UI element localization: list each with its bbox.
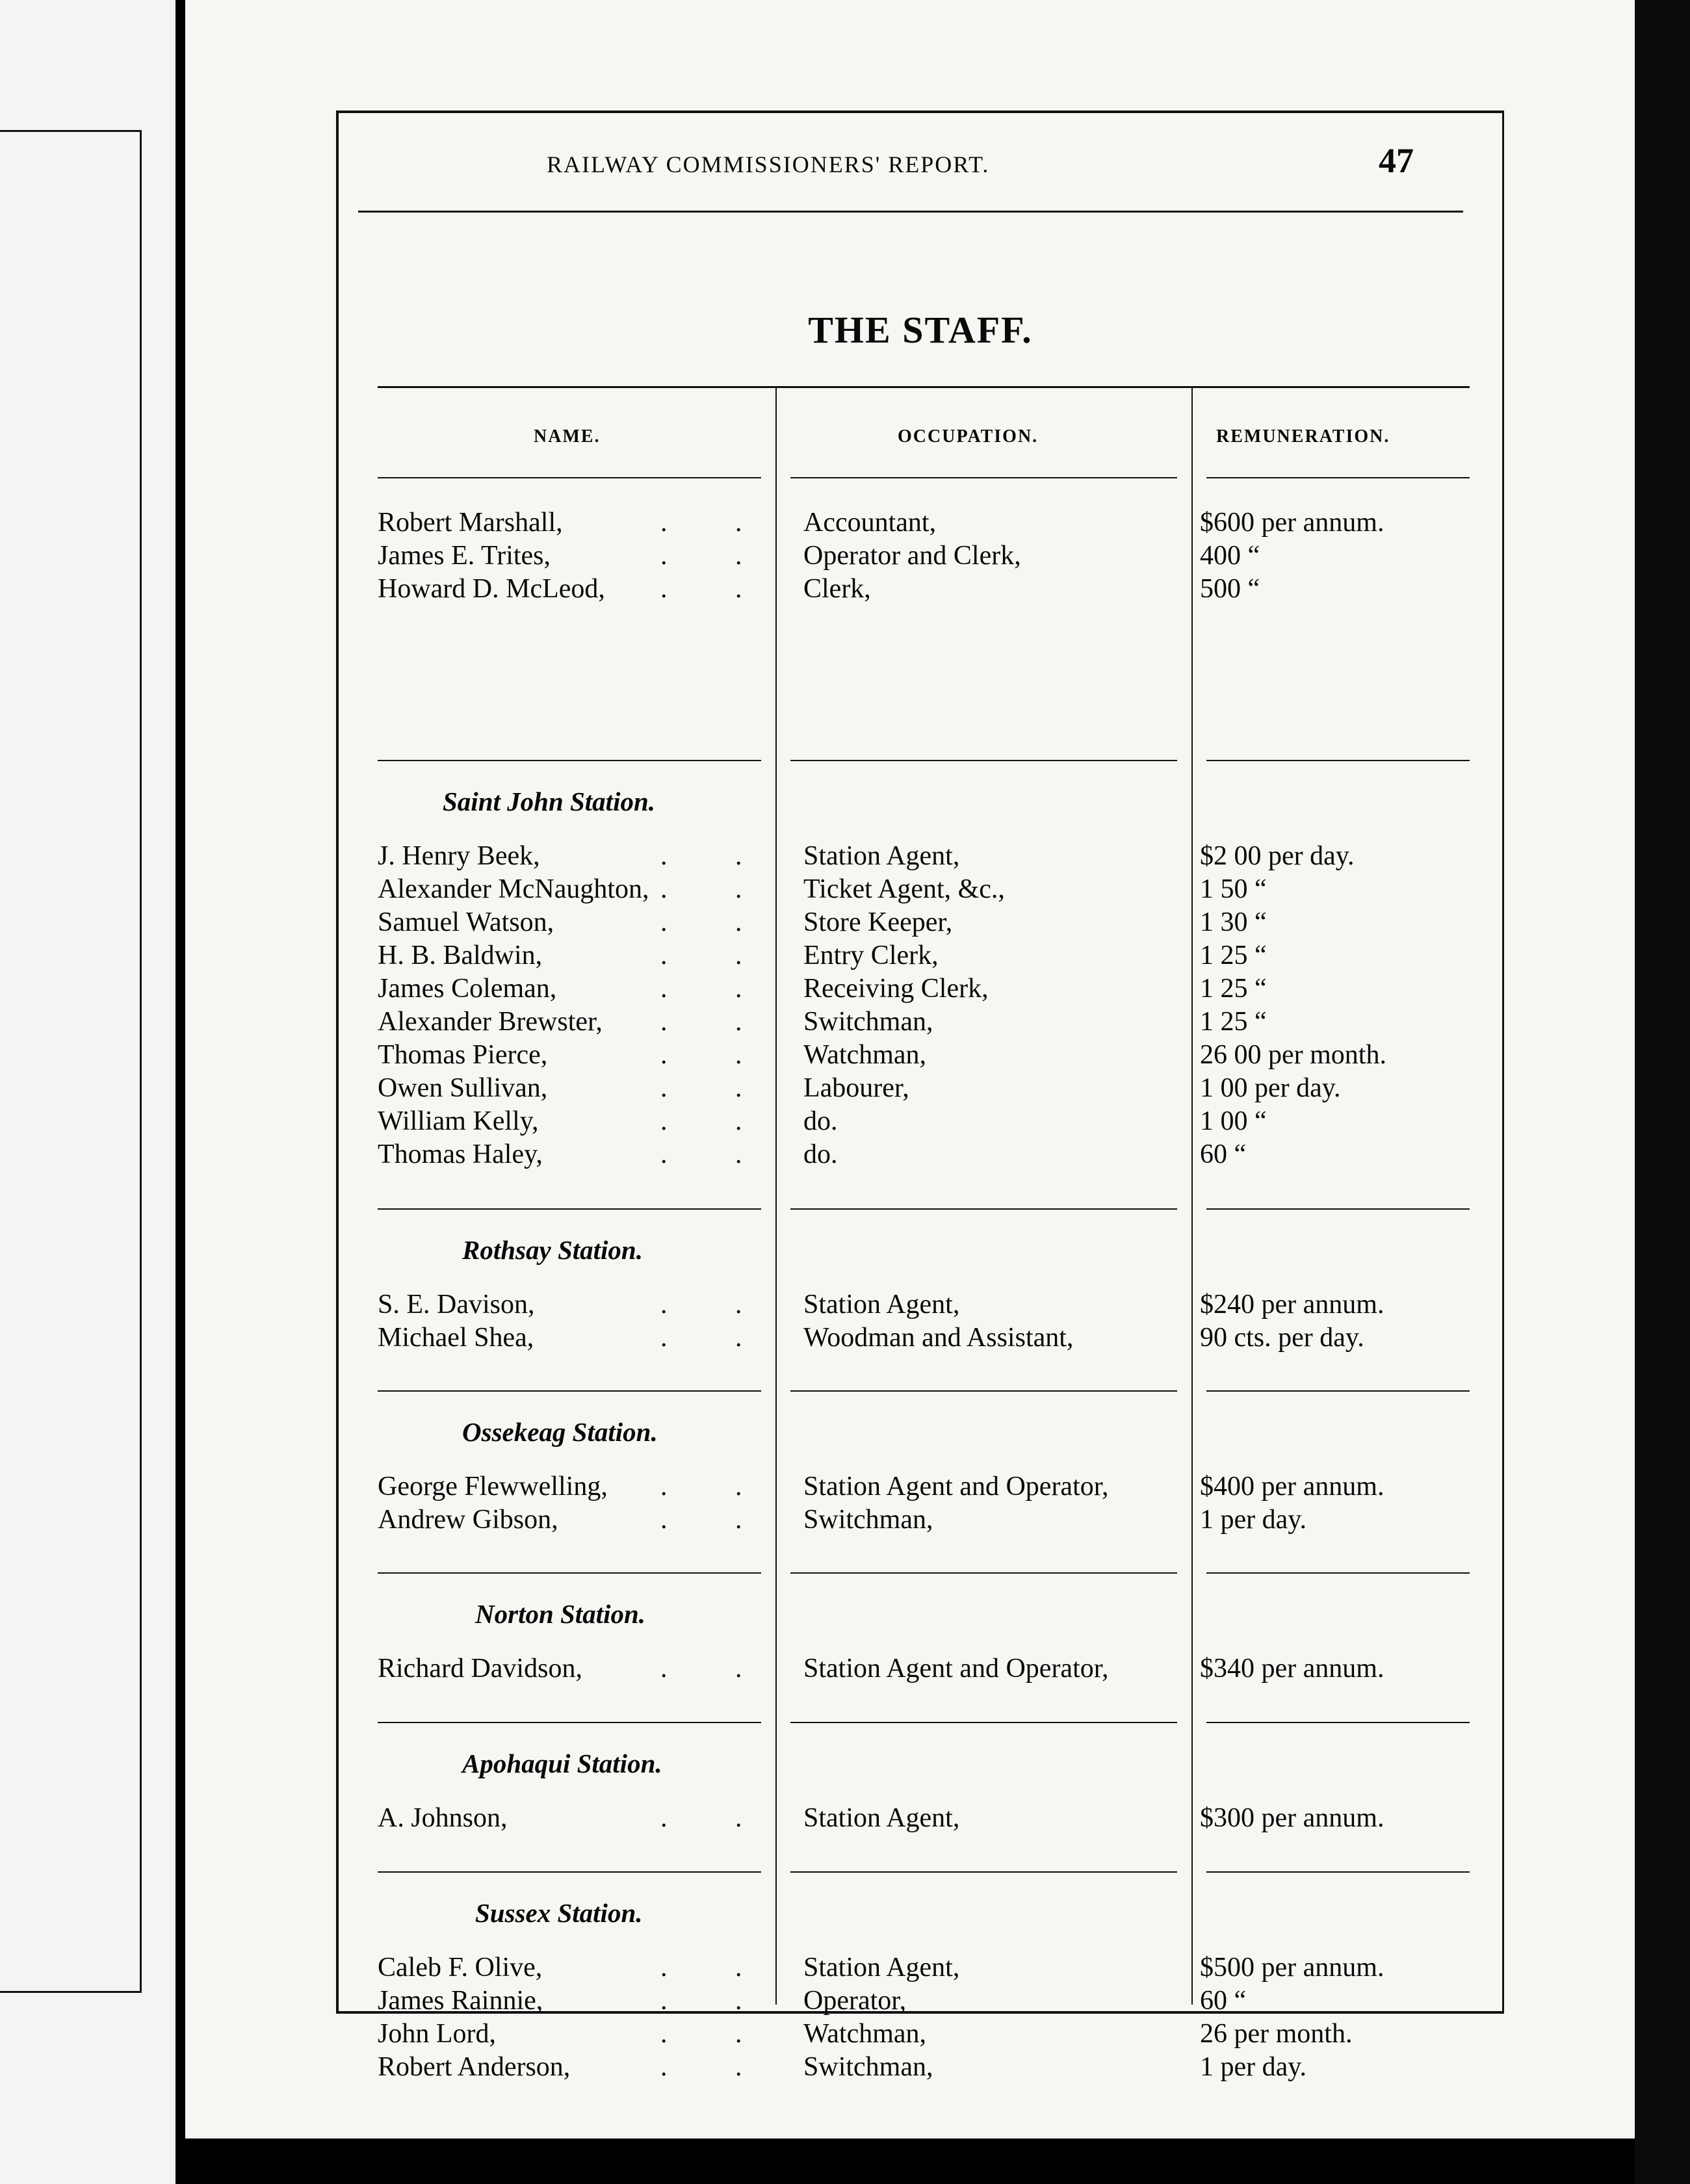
page-gutter-shadow [1635, 0, 1690, 2184]
table-row [378, 1288, 1483, 1321]
leader-dot: . [660, 541, 668, 571]
leader-dot: . [735, 1106, 742, 1136]
leader-dot: . [735, 2019, 742, 2049]
staff-occupation: Labourer, [803, 1073, 909, 1103]
header-rule [358, 211, 1463, 213]
staff-name: Owen Sullivan, [378, 1073, 548, 1103]
report-title: RAILWAY COMMISSIONERS' REPORT. [547, 151, 990, 177]
leader-dot: . [660, 1139, 668, 1169]
group-separator-rule [1206, 760, 1470, 761]
leader-dot: . [735, 974, 742, 1004]
staff-name: James E. Trites, [378, 541, 551, 571]
station-heading: Apohaqui Station. [462, 1748, 662, 1778]
table-row [378, 1652, 1483, 1685]
leader-dot: . [660, 1007, 668, 1037]
leader-dot: . [660, 1654, 668, 1684]
table-row [378, 573, 1483, 605]
column-header-occupation: OCCUPATION. [898, 426, 1039, 447]
staff-name: Robert Anderson, [378, 2052, 571, 2082]
staff-remuneration: $600 per annum. [1200, 508, 1384, 538]
group-separator-rule [1206, 1208, 1470, 1210]
leader-dot: . [735, 1040, 742, 1070]
leader-dot: . [735, 1803, 742, 1833]
table-row [378, 939, 1483, 972]
staff-occupation: Store Keeper, [803, 907, 953, 937]
group-separator-rule [378, 1722, 761, 1723]
staff-name: George Flewwelling, [378, 1472, 608, 1502]
leader-dot: . [735, 574, 742, 604]
table-row [378, 1984, 1483, 2017]
leader-dot: . [735, 1505, 742, 1535]
staff-remuneration: 1 00 “ [1200, 1106, 1267, 1136]
staff-occupation: Switchman, [803, 1007, 933, 1037]
leader-dot: . [660, 1953, 668, 1982]
station-heading: Ossekeag Station. [462, 1417, 658, 1447]
staff-remuneration: 90 cts. per day. [1200, 1323, 1364, 1353]
facing-page-border [0, 130, 142, 1993]
leader-dot: . [735, 1139, 742, 1169]
leader-dot: . [735, 1953, 742, 1982]
table-row [378, 1951, 1483, 1984]
table-row [378, 1802, 1483, 1834]
staff-remuneration: $240 per annum. [1200, 1290, 1384, 1320]
staff-name: Caleb F. Olive, [378, 1953, 543, 1982]
station-heading: Rothsay Station. [462, 1235, 643, 1265]
table-row [378, 1470, 1483, 1503]
staff-occupation: Operator and Clerk, [803, 541, 1021, 571]
group-separator-rule [1206, 1722, 1470, 1723]
staff-occupation: Operator, [803, 1986, 907, 2016]
staff-table [378, 386, 1483, 2082]
leader-dot: . [735, 841, 742, 871]
staff-remuneration: 1 50 “ [1200, 874, 1267, 904]
leader-dot: . [660, 974, 668, 1004]
staff-occupation: Station Agent, [803, 1803, 960, 1833]
table-row [378, 1138, 1483, 1171]
staff-remuneration: 400 “ [1200, 541, 1260, 571]
leader-dot: . [735, 941, 742, 970]
column-header-remuneration: REMUNERATION. [1216, 426, 1390, 447]
leader-dot: . [735, 874, 742, 904]
leader-dot: . [735, 2052, 742, 2082]
leader-dot: . [660, 941, 668, 970]
staff-occupation: Receiving Clerk, [803, 974, 989, 1004]
staff-occupation: Station Agent and Operator, [803, 1654, 1109, 1684]
leader-dot: . [660, 841, 668, 871]
leader-dot: . [660, 1803, 668, 1833]
group-separator-rule [1206, 1390, 1470, 1392]
column-divider-name [775, 386, 777, 2005]
running-head [339, 141, 1502, 185]
staff-remuneration: 1 25 “ [1200, 1007, 1267, 1037]
staff-name: William Kelly, [378, 1106, 539, 1136]
staff-name: Alexander McNaughton, [378, 874, 649, 904]
staff-occupation: do. [803, 1139, 838, 1169]
staff-remuneration: $300 per annum. [1200, 1803, 1384, 1833]
staff-remuneration: 500 “ [1200, 574, 1260, 604]
staff-occupation: Station Agent and Operator, [803, 1472, 1109, 1502]
leader-dot: . [660, 1073, 668, 1103]
group-separator-rule [378, 1208, 761, 1210]
staff-name: Howard D. McLeod, [378, 574, 605, 604]
staff-occupation: Station Agent, [803, 841, 960, 871]
staff-occupation: Watchman, [803, 2019, 927, 2049]
leader-dot: . [660, 1505, 668, 1535]
table-row [378, 2018, 1483, 2050]
staff-occupation: Accountant, [803, 508, 937, 538]
leader-dot: . [660, 2052, 668, 2082]
staff-name: Thomas Pierce, [378, 1040, 548, 1070]
staff-name: John Lord, [378, 2019, 496, 2049]
leader-dot: . [735, 508, 742, 538]
staff-remuneration: 1 00 per day. [1200, 1073, 1341, 1103]
group-separator-rule [378, 1871, 761, 1873]
staff-remuneration: $500 per annum. [1200, 1953, 1384, 1982]
staff-occupation: Station Agent, [803, 1290, 960, 1320]
group-separator-rule [378, 760, 761, 761]
page-number: 47 [1379, 141, 1414, 180]
staff-name: Richard Davidson, [378, 1654, 582, 1684]
staff-occupation: Switchman, [803, 1505, 933, 1535]
group-separator-rule [1206, 1572, 1470, 1574]
facing-page-edge [0, 0, 176, 2184]
station-heading: Sussex Station. [475, 1898, 643, 1928]
staff-name: H. B. Baldwin, [378, 941, 543, 970]
table-row [378, 1039, 1483, 1071]
group-separator-rule [790, 1390, 1177, 1392]
staff-occupation: Ticket Agent, &c., [803, 874, 1005, 904]
station-heading: Saint John Station. [443, 786, 656, 816]
staff-occupation: do. [803, 1106, 838, 1136]
table-row [378, 540, 1483, 572]
table-row [378, 506, 1483, 539]
staff-occupation: Clerk, [803, 574, 871, 604]
staff-remuneration: $400 per annum. [1200, 1472, 1384, 1502]
leader-dot: . [660, 1472, 668, 1502]
leader-dot: . [660, 907, 668, 937]
staff-name: James Coleman, [378, 974, 557, 1004]
leader-dot: . [735, 1654, 742, 1684]
staff-name: Michael Shea, [378, 1323, 534, 1353]
group-separator-rule [790, 1722, 1177, 1723]
staff-remuneration: 60 “ [1200, 1986, 1247, 2016]
staff-occupation: Woodman and Assistant, [803, 1323, 1074, 1353]
table-row [378, 1503, 1483, 1536]
staff-name: James Rainnie, [378, 1986, 543, 2016]
leader-dot: . [735, 1073, 742, 1103]
staff-name: Andrew Gibson, [378, 1505, 558, 1535]
staff-remuneration: 1 25 “ [1200, 941, 1267, 970]
leader-dot: . [735, 1472, 742, 1502]
group-separator-rule [378, 1572, 761, 1574]
table-row [378, 972, 1483, 1005]
leader-dot: . [735, 541, 742, 571]
staff-name: Samuel Watson, [378, 907, 554, 937]
page-frame [336, 110, 1504, 2082]
staff-remuneration: 60 “ [1200, 1139, 1247, 1169]
group-separator-rule [790, 1871, 1177, 1873]
station-heading: Norton Station. [475, 1599, 646, 1629]
staff-name: J. Henry Beek, [378, 841, 540, 871]
leader-dot: . [660, 508, 668, 538]
staff-name: Alexander Brewster, [378, 1007, 603, 1037]
leader-dot: . [660, 1040, 668, 1070]
staff-occupation: Station Agent, [803, 1953, 960, 1982]
staff-remuneration: 1 30 “ [1200, 907, 1267, 937]
leader-dot: . [660, 1106, 668, 1136]
leader-dot: . [660, 874, 668, 904]
staff-remuneration: 1 per day. [1200, 2052, 1307, 2082]
leader-dot: . [660, 574, 668, 604]
group-separator-rule [790, 760, 1177, 761]
staff-name: Thomas Haley, [378, 1139, 543, 1169]
table-row [378, 873, 1483, 905]
group-separator-rule [378, 1390, 761, 1392]
staff-remuneration: 26 00 per month. [1200, 1040, 1386, 1070]
table-row [378, 1105, 1483, 1138]
staff-remuneration: 1 per day. [1200, 1505, 1307, 1535]
staff-remuneration: $2 00 per day. [1200, 841, 1355, 871]
group-separator-rule [1206, 1871, 1470, 1873]
column-header-name: NAME. [534, 426, 601, 447]
staff-name: Robert Marshall, [378, 508, 563, 538]
staff-occupation: Watchman, [803, 1040, 927, 1070]
leader-dot: . [735, 1007, 742, 1037]
header-underline [1206, 477, 1470, 478]
header-underline [378, 477, 761, 478]
leader-dot: . [735, 1323, 742, 1353]
leader-dot: . [735, 907, 742, 937]
table-row [378, 1006, 1483, 1038]
table-row [378, 906, 1483, 939]
table-row [378, 2051, 1483, 2083]
leader-dot: . [660, 1323, 668, 1353]
staff-remuneration: 1 25 “ [1200, 974, 1267, 1004]
table-top-rule [378, 386, 1470, 388]
staff-occupation: Switchman, [803, 2052, 933, 2082]
table-row [378, 840, 1483, 872]
leader-dot: . [660, 1986, 668, 2016]
staff-remuneration: 26 per month. [1200, 2019, 1353, 2049]
staff-name: A. Johnson, [378, 1803, 508, 1833]
leader-dot: . [660, 2019, 668, 2049]
table-row [378, 1321, 1483, 1354]
leader-dot: . [660, 1290, 668, 1320]
group-separator-rule [790, 1208, 1177, 1210]
staff-name: S. E. Davison, [378, 1290, 535, 1320]
leader-dot: . [735, 1986, 742, 2016]
leader-dot: . [735, 1290, 742, 1320]
book-page [185, 0, 1635, 2138]
staff-remuneration: $340 per annum. [1200, 1654, 1384, 1684]
staff-occupation: Entry Clerk, [803, 941, 939, 970]
header-underline [790, 477, 1177, 478]
group-separator-rule [790, 1572, 1177, 1574]
table-row [378, 1072, 1483, 1104]
column-divider-occupation [1191, 386, 1193, 2005]
section-title: THE STAFF. [808, 309, 1033, 351]
